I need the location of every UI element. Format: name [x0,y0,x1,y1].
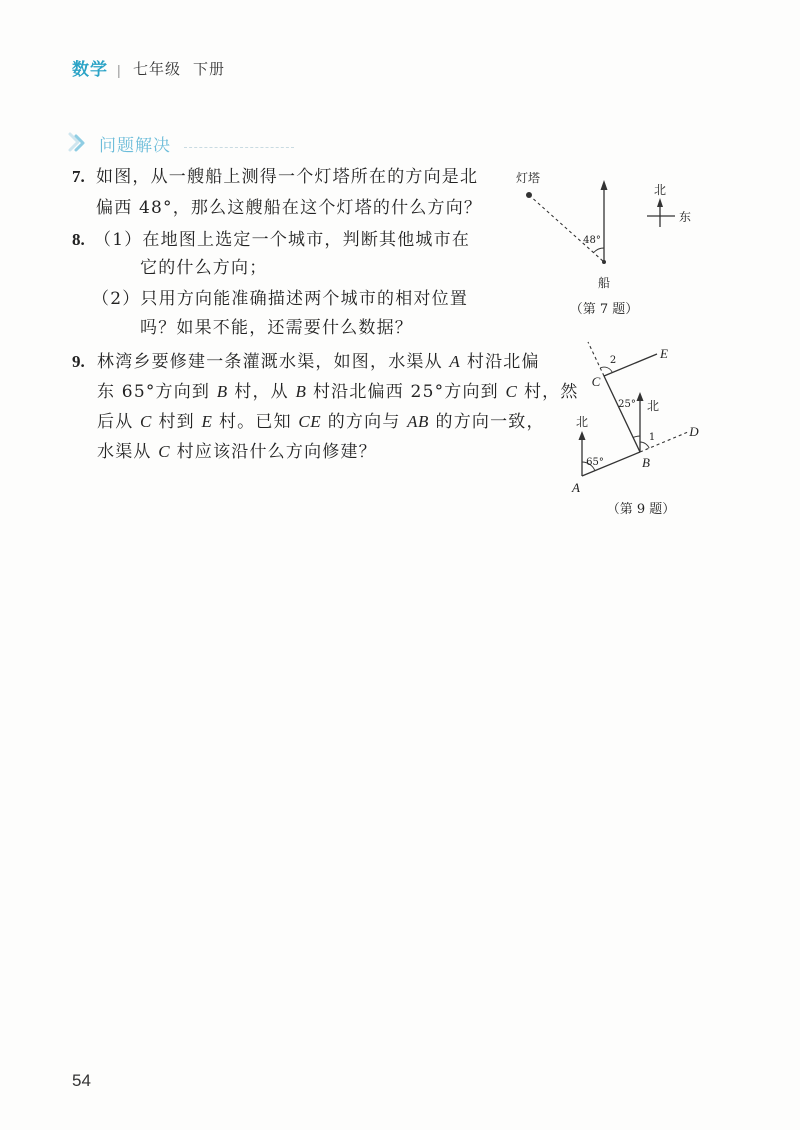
problem-8-line-1: （1）在地图上选定一个城市，判断其他城市在 [94,230,471,250]
north-arrowhead-a [579,431,586,440]
variable-letter: A [449,352,461,371]
variable-letter: B [216,382,228,401]
problem-8-line-2: 它的什么方向； [140,258,268,278]
point-d-label: D [689,424,699,439]
section-divider [184,147,294,148]
problem-9-line-1 [97,351,540,373]
ship-label: 船 [597,276,611,290]
compass-north-arrowhead [657,198,663,207]
text-run: 村沿北偏 [460,352,540,372]
section-title: 问题解决 [99,136,171,155]
ship-north-arrowhead [601,180,608,190]
text-run: 村，然 [517,382,579,402]
variable-letter: CE [298,412,322,431]
problem-9-number: 9. [72,352,85,371]
variable-letter: E [201,412,213,431]
problem-9-line-3 [97,411,545,433]
north-arrowhead-b [637,392,644,401]
variable-letter: AB [407,412,429,431]
problem-7-line-2: 偏西 48°，那么这艘船在这个灯塔的什么方向？ [96,198,483,218]
angle-25-arc [633,436,640,438]
problem-8-line-3: （2）只用方向能准确描述两个城市的相对位置 [92,289,469,309]
figure-7 [500,160,700,325]
text-run: 村沿北偏西 25°方向到 [306,382,506,402]
compass-east-label: 东 [678,210,692,224]
variable-letter: B [295,382,307,401]
variable-letter: C [505,382,518,401]
compass-north-label: 北 [653,183,667,197]
problem-7-line-1: 如图，从一艘船上测得一个灯塔所在的方向是北 [96,167,479,187]
header-subject: 数学 [72,60,108,79]
angle-2-arc [600,367,612,372]
variable-letter: C [158,442,171,461]
angle-48-arc [594,248,604,253]
north-label-a: 北 [575,415,589,429]
lighthouse-label: 灯塔 [515,171,541,185]
header-separator: | [117,62,121,78]
north-label-b: 北 [646,399,660,413]
figure-9-caption: （第 9 题） [606,502,676,517]
text-run: 村。已知 [212,412,299,432]
header-volume: 下册 [193,61,226,78]
angle-25-label: 25° [618,399,636,410]
text-run: 的方向一致， [428,412,545,432]
variable-letter: C [140,412,152,431]
text-run: 东 65°方向到 [97,382,217,402]
point-b-label: B [642,455,650,470]
text-run: 的方向与 [321,412,408,432]
problem-8-number: 8. [72,230,85,249]
point-a-label: A [572,480,580,495]
text-run: 村，从 [227,382,296,402]
text-run: 林湾乡要修建一条灌溉水渠，如图，水渠从 [97,352,450,372]
angle-1-label: 1 [648,432,656,443]
point-e-label: E [660,346,668,361]
problem-8-line-4: 吗？如果不能，还需要什么数据？ [140,318,413,338]
ship-point [602,260,606,264]
text-run: 水渠从 [97,442,159,462]
text-run: 村应该沿什么方向修建？ [170,442,377,462]
point-c-label: C [591,374,601,389]
segment-bc [604,376,640,452]
sightline-dashed [529,195,604,262]
angle-65-label: 65° [586,457,604,468]
segment-bc-extension-dashed [588,342,604,376]
figure-9 [560,335,710,520]
problem-9-line-2 [97,381,579,403]
angle-1-arc [640,442,649,448]
text-run: 后从 [97,412,141,432]
angle-2-label: 2 [609,355,617,366]
page-number: 54 [72,1071,91,1090]
header-grade: 七年级 [133,61,182,78]
chevron-right-icon [64,128,94,158]
segment-bd-dashed [640,432,688,452]
angle-48-label: 48° [583,235,601,246]
problem-9-line-4 [97,441,377,463]
text-run: 村到 [151,412,202,432]
problem-7-number: 7. [72,167,85,186]
figure-7-caption: （第 7 题） [569,302,639,317]
